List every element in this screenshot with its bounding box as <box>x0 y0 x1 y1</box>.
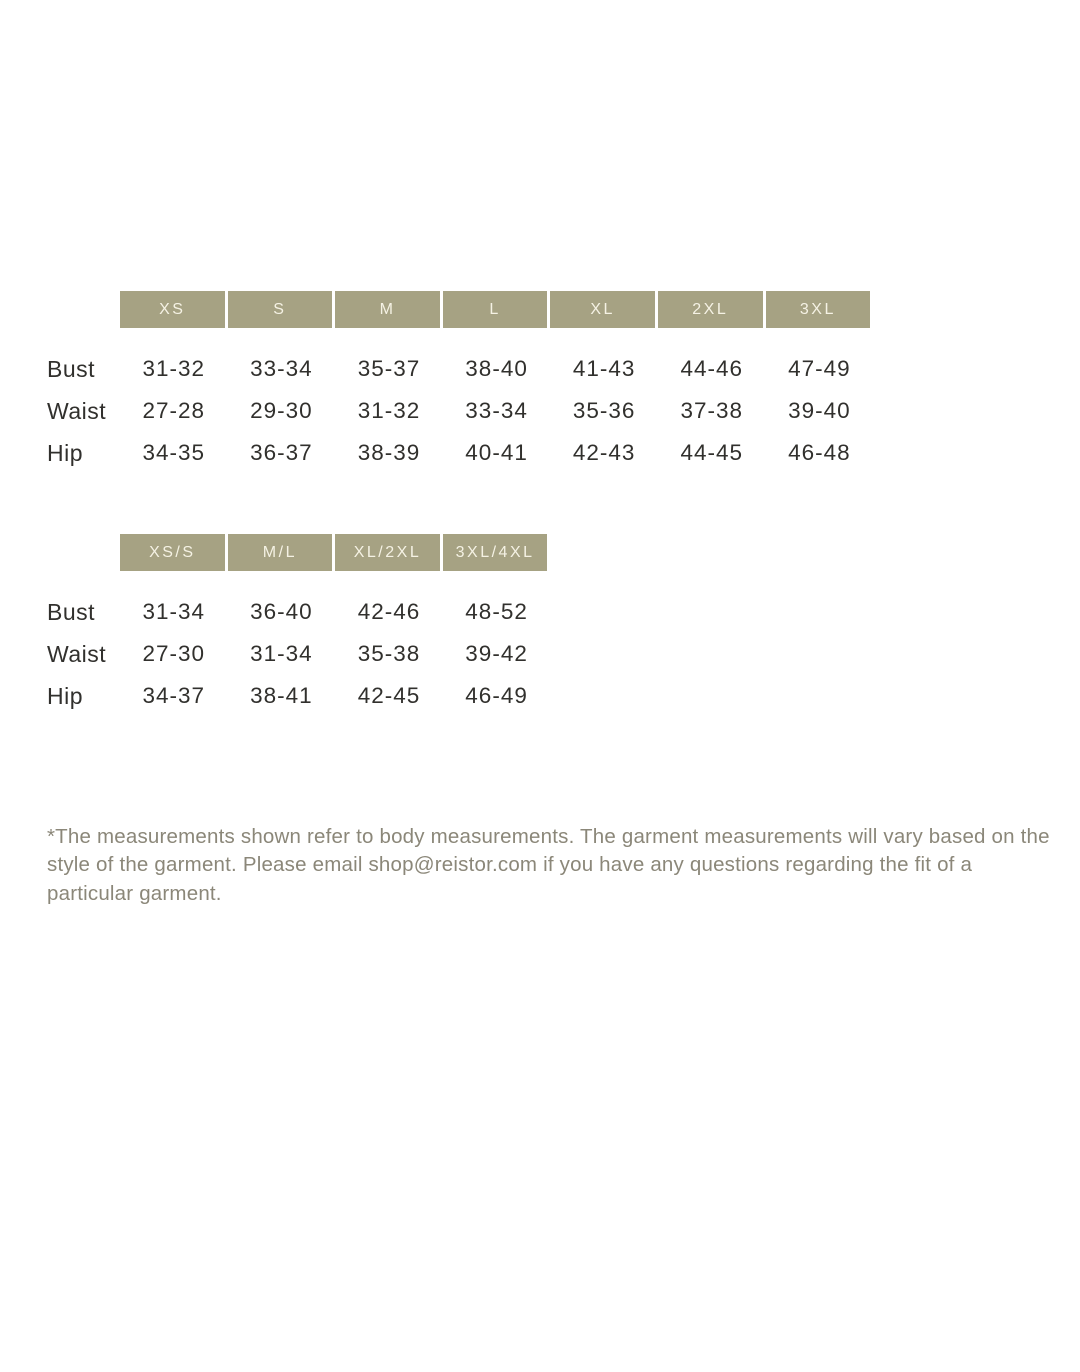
size-header-3xl: 3XL <box>766 291 874 328</box>
measurement-row-hip <box>47 432 873 474</box>
measurement-value: 39-42 <box>465 641 528 666</box>
size-header-3xl-4xl: 3XL/4XL <box>443 534 551 571</box>
measurement-value: 36-40 <box>250 599 313 624</box>
row-label-hip: Hip <box>47 439 84 466</box>
measurement-value: 44-45 <box>680 440 744 465</box>
measurement-value: 41-43 <box>572 356 636 381</box>
footnote-text: *The measurements shown refer to body measurements. The garment measurements will vary based on the style of the garment. Please email shop@reistor.com if you have any questions regarding the fit of a particular garment. <box>47 824 1050 905</box>
measurement-value: 35-37 <box>357 356 421 381</box>
size-header-xs: XS <box>120 291 228 328</box>
measurement-value: 33-34 <box>250 356 313 381</box>
measurement-value: 31-34 <box>250 641 313 666</box>
measurement-value: 33-34 <box>465 398 528 423</box>
measurement-value: 35-36 <box>572 398 636 423</box>
measurement-value: 29-30 <box>250 398 313 423</box>
header-corner-spacer <box>47 291 120 328</box>
size-header-xl: XL <box>550 291 658 328</box>
measurement-value: 35-38 <box>357 641 421 666</box>
measurement-value: 42-43 <box>572 440 636 465</box>
row-label-waist: Waist <box>47 640 107 667</box>
measurement-value: 48-52 <box>465 599 528 624</box>
measurement-value: 38-39 <box>357 440 421 465</box>
measurement-value: 38-40 <box>465 356 528 381</box>
measurement-row-waist <box>47 633 550 675</box>
size-header-m: M <box>335 291 443 328</box>
measurement-row-hip <box>47 675 550 717</box>
measurement-value: 42-46 <box>357 599 421 624</box>
size-chart-standard <box>47 291 873 474</box>
measurement-value: 31-32 <box>357 398 421 423</box>
size-header-xl-2xl: XL/2XL <box>335 534 443 571</box>
measurement-row-bust <box>47 348 873 390</box>
size-chart-combined <box>47 534 550 717</box>
size-header-xs-s: XS/S <box>120 534 228 571</box>
measurement-row-bust <box>47 591 550 633</box>
measurement-value: 46-49 <box>465 683 528 708</box>
row-label-hip: Hip <box>47 682 84 709</box>
measurement-value: 27-30 <box>142 641 206 666</box>
measurement-value: 46-48 <box>788 440 851 465</box>
measurement-value: 31-34 <box>142 599 206 624</box>
measurement-value: 27-28 <box>142 398 206 423</box>
measurement-value: 40-41 <box>465 440 528 465</box>
size-chart-standard-header <box>47 291 873 328</box>
measurement-value: 39-40 <box>788 398 851 423</box>
measurement-value: 34-35 <box>142 440 206 465</box>
size-header-2xl: 2XL <box>658 291 766 328</box>
measurement-value: 34-37 <box>142 683 206 708</box>
measurement-value: 44-46 <box>680 356 744 381</box>
measurement-row-waist <box>47 390 873 432</box>
row-label-waist: Waist <box>47 397 107 424</box>
measurement-value: 31-32 <box>142 356 206 381</box>
measurement-value: 42-45 <box>357 683 421 708</box>
row-label-bust: Bust <box>47 598 96 625</box>
measurement-value: 38-41 <box>250 683 313 708</box>
size-header-s: S <box>228 291 336 328</box>
measurement-value: 47-49 <box>788 356 851 381</box>
size-header-l: L <box>443 291 551 328</box>
measurement-value: 36-37 <box>250 440 313 465</box>
header-corner-spacer <box>47 534 120 571</box>
row-label-bust: Bust <box>47 355 96 382</box>
size-header-m-l: M/L <box>228 534 336 571</box>
size-chart-combined-header <box>47 534 550 571</box>
measurement-value: 37-38 <box>680 398 744 423</box>
